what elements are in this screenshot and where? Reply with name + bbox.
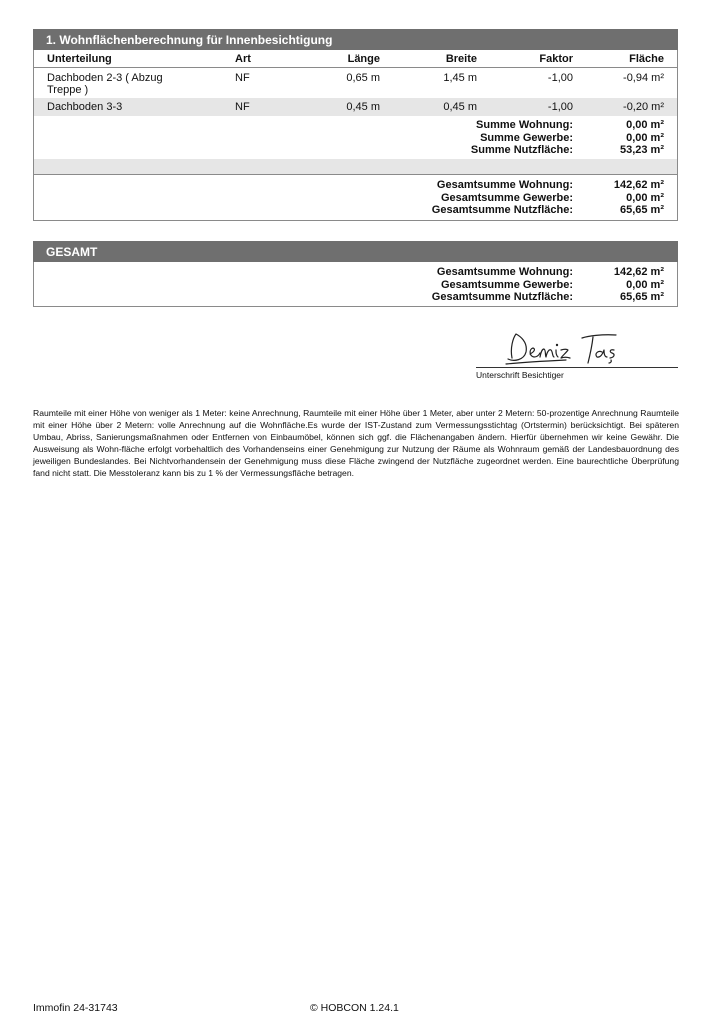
col-breite: Breite xyxy=(445,53,477,65)
row-name: Dachboden 3-3 xyxy=(47,101,123,113)
sum-label: Summe Gewerbe: xyxy=(480,131,573,144)
sum-label: Summe Wohnung: xyxy=(476,119,573,131)
row-flaeche: -0,94 m² xyxy=(623,72,664,84)
row-name: Dachboden 2-3 ( Abzug xyxy=(47,72,163,84)
total-label: Gesamtsumme Wohnung: xyxy=(436,179,573,191)
disclaimer-text: Raumteile mit einer Höhe von weniger als 1 Meter: keine Anrechnung, Raumteile mit einer Höhe über 1 Meter, aber unter 2 Metern: 50-prozentige Anrechnung Raumteile mit einer Höhe über 2 Metern: volle Anrechnung auf die Wohnfläche.Es wurde der IST-Zustand zum Vermessungsstichtag (Ortstermin) berücksichtigt. Bei späteren Umbau, Abriss, Sanierungsmaßnahmen oder Entfernen von Einbaumöbel, können sich ggf. die Flächenangaben ändern. Hierfür übernehmen wir keine Gewähr. Die Ausweisung als Wohn-fläche erfolgt vorbehaltlich des Vorhandenseins einer Genehmigung zur Nutzung der Räume als Wohnraum gemäß der Landesbauordnung des jeweiligen Bundeslandes. Bei Nichtvorhandensein der Genehmigung muss diese Fläche zwingend der Nutzfläche zugeordnet werden. Eine baurechtliche Überprüfung fand nicht statt. Die Messtoleranz kann bis zu 1 % der Vermessungsfläche betragen. xyxy=(33,408,679,479)
total-label: Gesamtsumme Gewerbe: xyxy=(440,191,573,204)
total-line xyxy=(34,266,677,279)
col-laenge: Länge xyxy=(347,53,380,65)
table-row xyxy=(34,98,677,116)
section-title: 1. Wohnflächenberechnung für Innenbesichtigung xyxy=(33,29,678,50)
section-gesamt xyxy=(33,241,678,307)
signature-caption: Unterschrift Besichtiger xyxy=(476,370,564,380)
row-art: NF xyxy=(235,101,250,113)
table-header-row xyxy=(34,50,677,68)
total-label: Gesamtsumme Nutzfläche: xyxy=(431,204,573,216)
total-line xyxy=(34,279,677,292)
section-wohnflaechenberechnung xyxy=(33,29,678,221)
total-line xyxy=(34,204,677,217)
grand-total-block xyxy=(34,174,677,217)
total-value: 0,00 m² xyxy=(626,278,664,291)
total-value: 65,65 m² xyxy=(619,204,664,216)
row-faktor: -1,00 xyxy=(547,101,573,113)
total-value: 142,62 m² xyxy=(613,266,664,278)
table-row xyxy=(34,68,677,98)
row-faktor: -1,00 xyxy=(547,72,573,84)
signature-line xyxy=(476,367,678,368)
subtotal-block xyxy=(34,116,677,159)
total-line xyxy=(34,179,677,192)
row-breite: 1,45 m xyxy=(443,72,477,84)
total-value: 65,65 m² xyxy=(619,291,664,303)
handwritten-signature xyxy=(476,328,676,370)
col-faktor: Faktor xyxy=(539,53,573,65)
total-label: Gesamtsumme Wohnung: xyxy=(436,266,573,278)
sum-value: 0,00 m² xyxy=(626,131,664,144)
sum-line xyxy=(34,144,677,157)
total-value: 0,00 m² xyxy=(626,191,664,204)
total-label: Gesamtsumme Nutzfläche: xyxy=(431,291,573,303)
section-title: GESAMT xyxy=(33,241,678,262)
sum-line xyxy=(34,119,677,132)
row-laenge: 0,45 m xyxy=(346,101,380,113)
total-line xyxy=(34,291,677,304)
total-value: 142,62 m² xyxy=(613,179,664,191)
row-laenge: 0,65 m xyxy=(346,72,380,84)
footer-reference: Immofin 24-31743 xyxy=(33,1002,118,1014)
row-art: NF xyxy=(235,72,250,84)
col-flaeche: Fläche xyxy=(629,53,664,65)
col-unterteilung: Unterteilung xyxy=(47,53,112,65)
sum-line xyxy=(34,132,677,145)
sum-label: Summe Nutzfläche: xyxy=(470,144,573,156)
total-line xyxy=(34,192,677,205)
footer-copyright: © HOBCON 1.24.1 xyxy=(310,1002,399,1014)
separator-band xyxy=(34,159,677,174)
col-art: Art xyxy=(235,53,251,65)
gesamt-total-block xyxy=(34,262,677,304)
sum-value: 53,23 m² xyxy=(619,144,664,156)
row-name-cont: Treppe ) xyxy=(47,84,89,96)
total-label: Gesamtsumme Gewerbe: xyxy=(440,278,573,291)
row-breite: 0,45 m xyxy=(443,101,477,113)
row-flaeche: -0,20 m² xyxy=(623,101,664,113)
sum-value: 0,00 m² xyxy=(626,119,664,131)
